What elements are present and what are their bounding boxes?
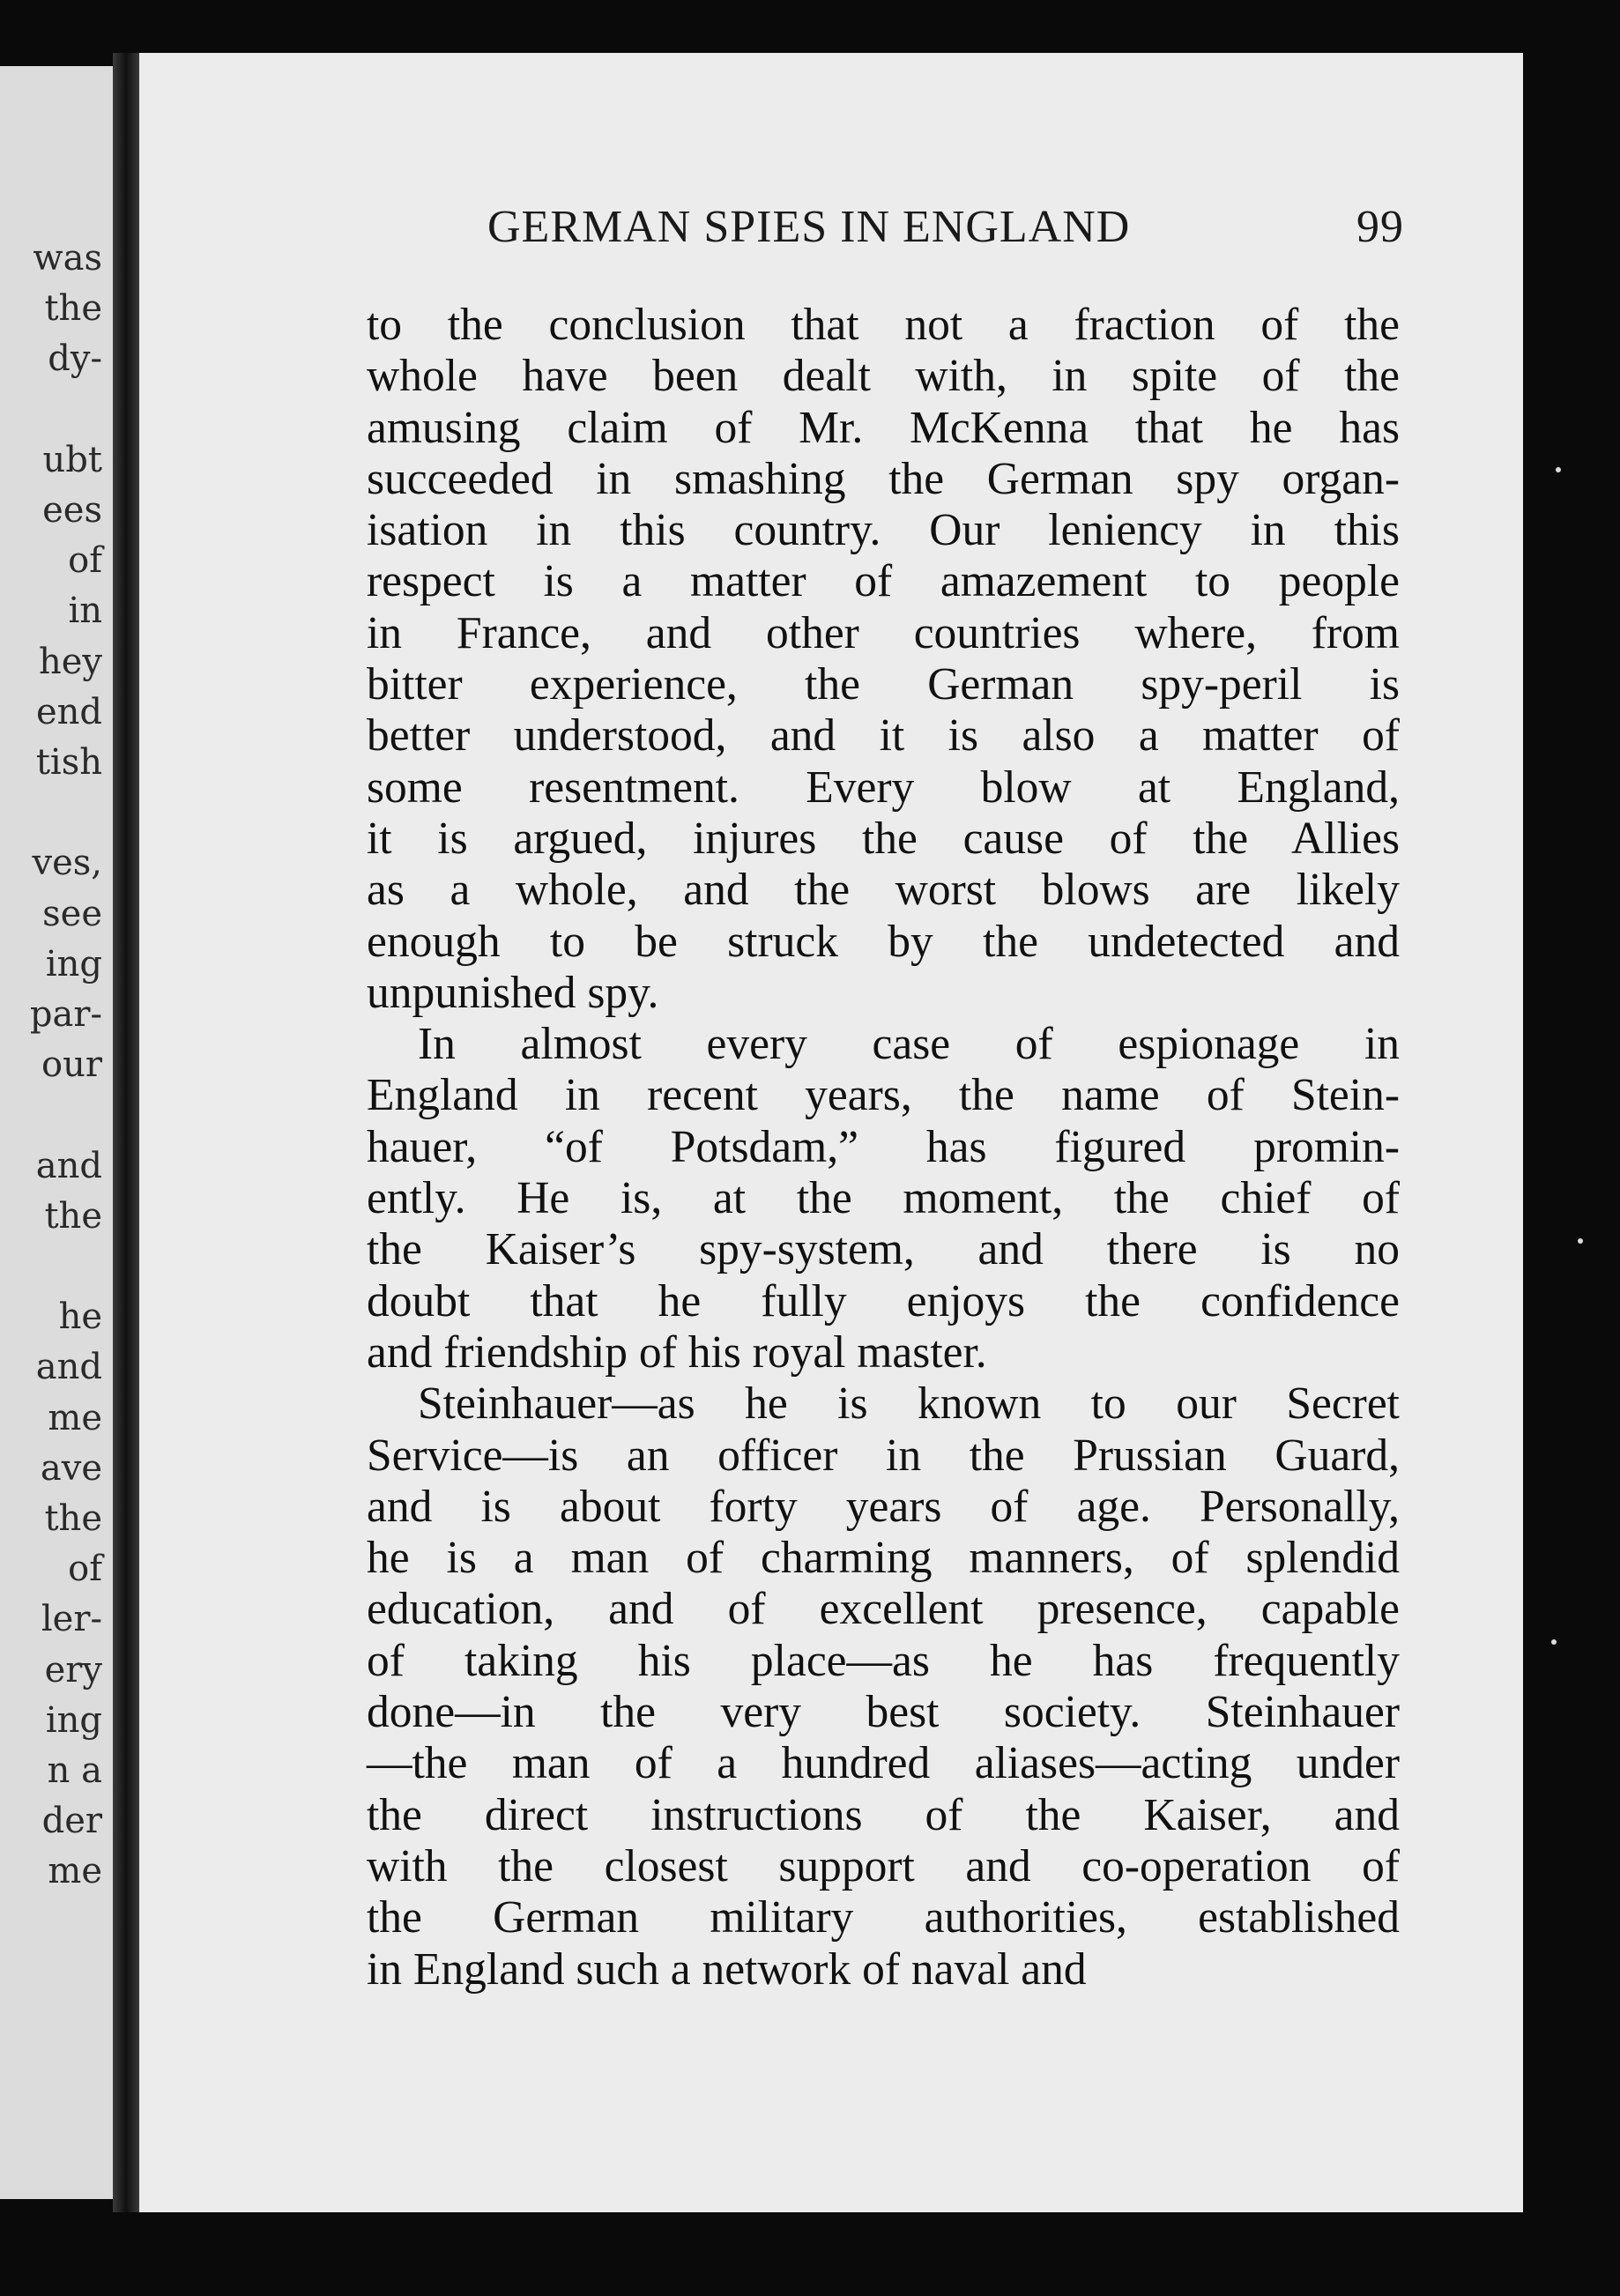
facing-page-fragment: of: [68, 540, 102, 582]
text-line: succeeded in smashing the German spy organ-: [367, 453, 1400, 504]
text-line: he is a man of charming manners, of splendid: [367, 1533, 1400, 1584]
text-line: of taking his place—as he has frequently: [367, 1635, 1400, 1686]
facing-page-fragment: of: [68, 1549, 102, 1590]
text-line: to the conclusion that not a fraction of the: [367, 300, 1400, 350]
facing-page-fragment: ave: [40, 1447, 102, 1489]
text-line: isation in this country. Our leniency in this: [367, 505, 1400, 556]
text-line: Steinhauer—as he is known to our Secret: [418, 1378, 1400, 1430]
text-line: with the closest support and co-operation of: [367, 1840, 1400, 1891]
text-line: bitter experience, the German spy-peril is: [367, 659, 1400, 710]
text-line: education, and of excellent presence, capable: [367, 1584, 1400, 1635]
text-line: unpunished spy.: [367, 967, 659, 1018]
facing-page-fragment: der: [41, 1801, 102, 1842]
text-line: the direct instructions of the Kaiser, and: [367, 1789, 1400, 1840]
book-gutter: [113, 53, 139, 2212]
page-number: 99: [1356, 202, 1404, 252]
facing-page-fragment: ubt: [42, 439, 102, 480]
facing-page-fragment: the: [44, 1498, 102, 1539]
text-line: some resentment. Every blow at England,: [367, 762, 1400, 813]
text-line: in France, and other countries where, from: [367, 607, 1400, 658]
text-line: it is argued, injures the cause of the Allies: [367, 813, 1400, 864]
text-line: and is about forty years of age. Personally,: [367, 1481, 1400, 1532]
facing-page-fragment: was: [33, 238, 102, 279]
text-line: in England such a network of naval and: [367, 1943, 1087, 1995]
scan-speck: [1578, 1238, 1583, 1244]
text-line: hauer, “of Potsdam,” has figured promin-: [367, 1121, 1400, 1172]
text-line: England in recent years, the name of Stein-: [367, 1070, 1400, 1121]
facing-page-fragment: ing: [45, 1699, 102, 1741]
facing-page-fragment: ves,: [32, 843, 102, 884]
facing-page-fragment: our: [41, 1044, 102, 1086]
text-line: Service—is an officer in the Prussian Guard,: [367, 1430, 1400, 1481]
text-line: whole have been dealt with, in spite of the: [367, 351, 1400, 402]
facing-page-fragment: n a: [47, 1750, 102, 1791]
facing-page-fragment: and: [35, 1347, 102, 1388]
facing-page-fragment: tish: [35, 742, 102, 783]
facing-page-fragment: the: [44, 1195, 102, 1237]
text-line: the Kaiser’s spy-system, and there is no: [367, 1224, 1400, 1275]
text-line: doubt that he fully enjoys the confidence: [367, 1275, 1400, 1326]
facing-page-fragment: dy-: [48, 338, 102, 380]
facing-page-fragment: and: [35, 1145, 102, 1186]
text-line: —the man of a hundred aliases—acting under: [367, 1738, 1400, 1789]
book-page: [139, 53, 1523, 2212]
facing-page-fragment: par-: [29, 994, 102, 1035]
text-line: enough to be struck by the undetected and: [367, 916, 1400, 967]
facing-page-fragment: end: [35, 691, 102, 732]
facing-page-fragment: hey: [38, 641, 102, 682]
facing-page-fragment: see: [42, 893, 102, 934]
text-line: better understood, and it is also a matter of: [367, 710, 1400, 762]
facing-page-fragment: me: [48, 1397, 102, 1438]
facing-page-fragment: ery: [44, 1649, 102, 1690]
facing-page-fragment: he: [58, 1297, 102, 1338]
facing-page-edge: [0, 66, 113, 2199]
facing-page-fragment: the: [44, 288, 102, 330]
facing-page-fragment: in: [68, 591, 102, 632]
running-head-title: GERMAN SPIES IN ENGLAND: [487, 202, 1131, 252]
text-line: the German military authorities, established: [367, 1892, 1400, 1943]
facing-page-fragment: ees: [42, 490, 102, 531]
scan-speck: [1556, 467, 1561, 472]
running-head: [487, 201, 1404, 253]
facing-page-fragment: ing: [45, 943, 102, 985]
text-line: amusing claim of Mr. McKenna that he has: [367, 402, 1400, 453]
text-line: In almost every case of espionage in: [418, 1019, 1400, 1070]
text-line: done—in the very best society. Steinhauer: [367, 1687, 1400, 1738]
text-line: ently. He is, at the moment, the chief of: [367, 1173, 1400, 1224]
text-line: respect is a matter of amazement to people: [367, 556, 1400, 607]
facing-page-fragment: ler-: [41, 1599, 102, 1640]
scan-speck: [1551, 1639, 1557, 1645]
text-line: as a whole, and the worst blows are likely: [367, 865, 1400, 916]
facing-page-fragment: me: [48, 1851, 102, 1892]
text-line: and friendship of his royal master.: [367, 1326, 987, 1378]
body-text: [367, 300, 1400, 1995]
